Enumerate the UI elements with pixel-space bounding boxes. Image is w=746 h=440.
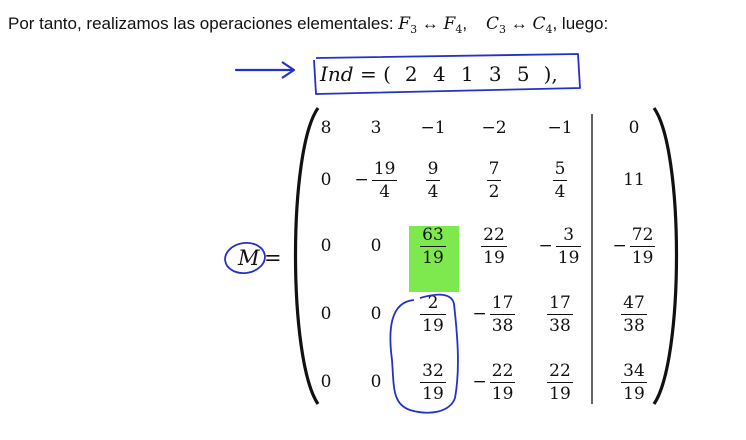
index-value: 1 [460,62,474,86]
row-op-f4: $F_4$ [443,14,463,36]
matrix-cell: 0 [628,118,640,138]
row-op-f3: $F_3$ [398,14,418,36]
matrix-cell: 11 [623,170,645,190]
m-circle [223,240,267,275]
matrix-cell: 0 [320,170,332,190]
matrix-cell: 0 [370,372,382,392]
matrix-equals: = [264,246,282,270]
matrix-cell: $\frac{32}{19}$ [422,361,444,404]
matrix-cell: − $\frac{19}{4}$ [354,159,396,202]
index-value: 2 [404,62,418,86]
matrix-cell: − $\frac{72}{19}$ [612,225,654,268]
matrix-cell: $\frac{7}{2}$ [488,159,500,202]
index-open: = ( [359,62,391,86]
matrix-cell: 0 [320,304,332,324]
matrix-cell: − $\frac{22}{19}$ [472,361,514,404]
col-op-c3: $C_3$ [485,14,506,36]
matrix-cell: $\frac{34}{19}$ [623,361,645,404]
left-paren [296,108,319,404]
matrix-cell: $\frac{22}{19}$ [483,225,505,268]
matrix-cell: −1 [420,118,446,138]
matrix-cell: 8 [320,118,332,138]
op-separator: , [462,14,468,33]
matrix-cell: $\frac{22}{19}$ [549,361,571,404]
column-enclosure [390,295,458,413]
matrix-cell: $\frac{9}{4}$ [427,159,439,202]
matrix-label: M [238,246,260,270]
intro-prefix: Por tanto, realizamos las operaciones elementales: [8,14,399,33]
matrix-cell: $\frac{2}{19}$ [422,293,444,336]
matrix-cell: − $\frac{3}{19}$ [538,225,580,268]
matrix-cell: − $\frac{17}{38}$ [472,293,514,336]
matrix-cell: 3 [370,118,382,138]
matrix-cell: 0 [320,236,332,256]
swap-arrow: ↔ [421,14,439,33]
col-op-c4: $C_4$ [532,14,553,36]
matrix-cell: 0 [370,304,382,324]
matrix-cell: $\frac{47}{38}$ [623,293,645,336]
matrix-cell: 0 [370,236,382,256]
index-value: 3 [488,62,502,86]
matrix-cell: $\frac{5}{4}$ [554,159,566,202]
matrix-cell: 0 [320,372,332,392]
intro-suffix: , luego: [552,14,609,33]
matrix-cell: −2 [481,118,507,138]
matrix-cell: −1 [547,118,573,138]
index-value: 5 [516,62,530,86]
index-value: 4 [432,62,446,86]
index-close: ), [543,62,558,86]
ind-box [314,54,580,94]
matrix-cell: $\frac{17}{38}$ [549,293,571,336]
right-paren [654,108,677,404]
swap-arrow: ↔ [510,14,528,33]
index-label: Ind [320,62,354,86]
matrix-cell: $\frac{63}{19}$ [422,225,444,268]
